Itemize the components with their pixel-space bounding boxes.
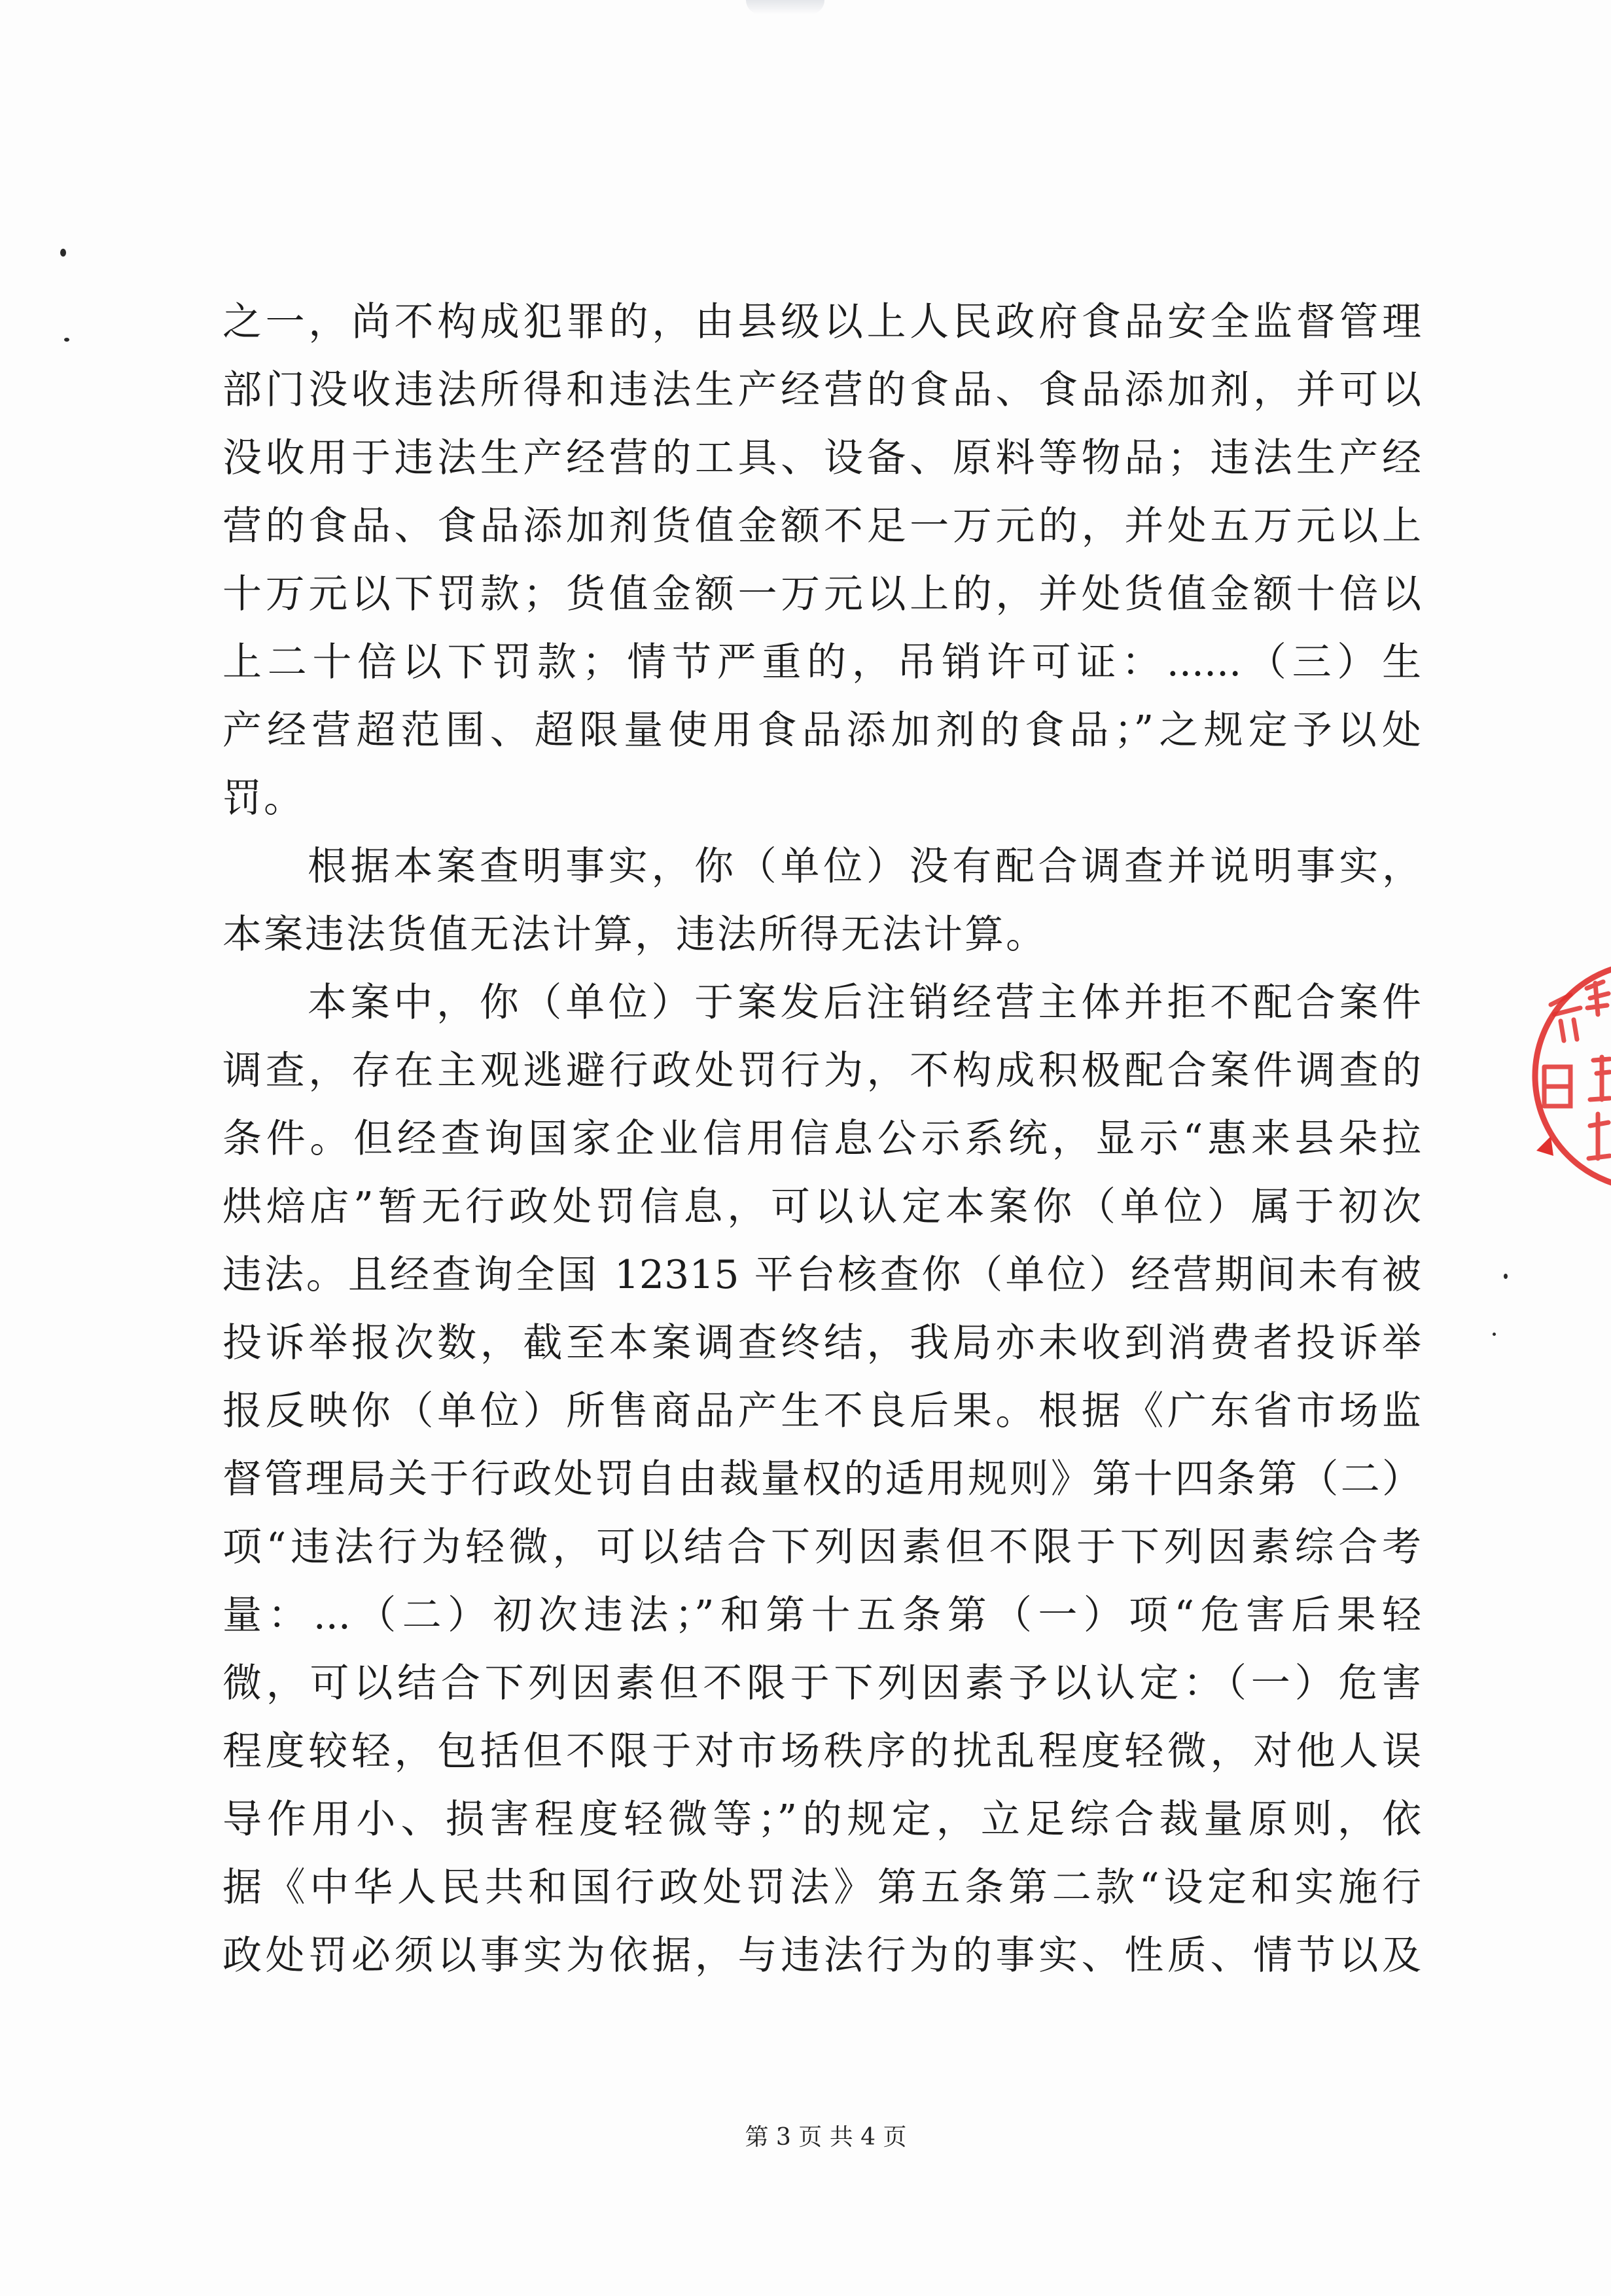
text-line: 程度较轻，包括但不限于对市场秩序的扰乱程度轻微，对他人误: [222, 1729, 1421, 1774]
text-line: 本案中，你（单位）于案发后注销经营主体并拒不配合案件: [308, 980, 1421, 1026]
text-line: 产经营超范围、超限量使用食品添加剂的食品；”之规定予以处: [222, 708, 1421, 753]
text-line: 投诉举报次数，截至本案调查终结，我局亦未收到消费者投诉举: [222, 1320, 1421, 1366]
scan-artifact: [746, 0, 824, 14]
text-line: 违法。且经查询全国 12315 平台核查你（单位）经营期间未有被: [222, 1252, 1421, 1298]
text-line: 调查，存在主观逃避行政处罚行为，不构成积极配合案件调查的: [222, 1048, 1421, 1094]
seal-glyph-stroke: [1544, 1067, 1570, 1106]
seal-glyph-stroke: [1589, 1114, 1610, 1158]
text-line: 没收用于违法生产经营的工具、设备、原料等物品；违法生产经: [222, 435, 1421, 481]
text-line: 上二十倍以下罚款；情节严重的，吊销许可证：......（三）生: [222, 639, 1421, 685]
text-line: 量：...（二）初次违法；”和第十五条第（一）项“危害后果轻: [222, 1592, 1421, 1638]
margin-speck: [64, 338, 69, 342]
text-line: 导作用小、损害程度轻微等；”的规定，立足综合裁量原则，依: [222, 1797, 1421, 1842]
text-line: 督管理局关于行政处罚自由裁量权的适用规则》第十四条第（二）: [222, 1456, 1421, 1502]
seal-glyph-stroke: [1590, 1057, 1610, 1100]
text-line: 烘焙店”暂无行政处罚信息，可以认定本案你（单位）属于初次: [222, 1184, 1421, 1230]
official-seal: [1525, 942, 1611, 1217]
margin-speck: [1504, 1274, 1508, 1279]
text-line: 之一，尚不构成犯罪的，由县级以上人民政府食品安全监督管理: [222, 299, 1421, 345]
page-number-footer: 第 3 页 共 4 页: [745, 2124, 907, 2151]
text-line: 报反映你（单位）所售商品产生不良后果。根据《广东省市场监: [222, 1388, 1421, 1434]
text-line: 罚。: [222, 776, 305, 821]
text-line: 十万元以下罚款；货值金额一万元以上的，并处货值金额十倍以: [222, 571, 1421, 617]
margin-speck: [60, 249, 66, 257]
text-line: 据《中华人民共和国行政处罚法》第五条第二款“设定和实施行: [222, 1865, 1421, 1910]
seal-glyph-stroke: [1587, 982, 1608, 1014]
text-line: 微，可以结合下列因素但不限于下列因素予以认定：（一）危害: [222, 1660, 1421, 1706]
text-line: 条件。但经查询国家企业信用信息公示系统，显示“惠来县朵拉: [222, 1116, 1421, 1162]
text-line: 根据本案查明事实，你（单位）没有配合调查并说明事实，: [308, 844, 1421, 889]
text-line: 政处罚必须以事实为依据，与违法行为的事实、性质、情节以及: [222, 1933, 1421, 1979]
text-line: 项“违法行为轻微，可以结合下列因素但不限于下列因素综合考: [222, 1524, 1421, 1570]
text-line: 部门没收违法所得和违法生产经营的食品、食品添加剂，并可以: [222, 367, 1421, 413]
seal-star-mark: [1536, 1136, 1553, 1156]
text-line: 营的食品、食品添加剂货值金额不足一万元的，并处五万元以上: [222, 503, 1421, 549]
margin-speck: [1493, 1333, 1496, 1336]
text-line: 本案违法货值无法计算，违法所得无法计算。: [222, 912, 1047, 958]
